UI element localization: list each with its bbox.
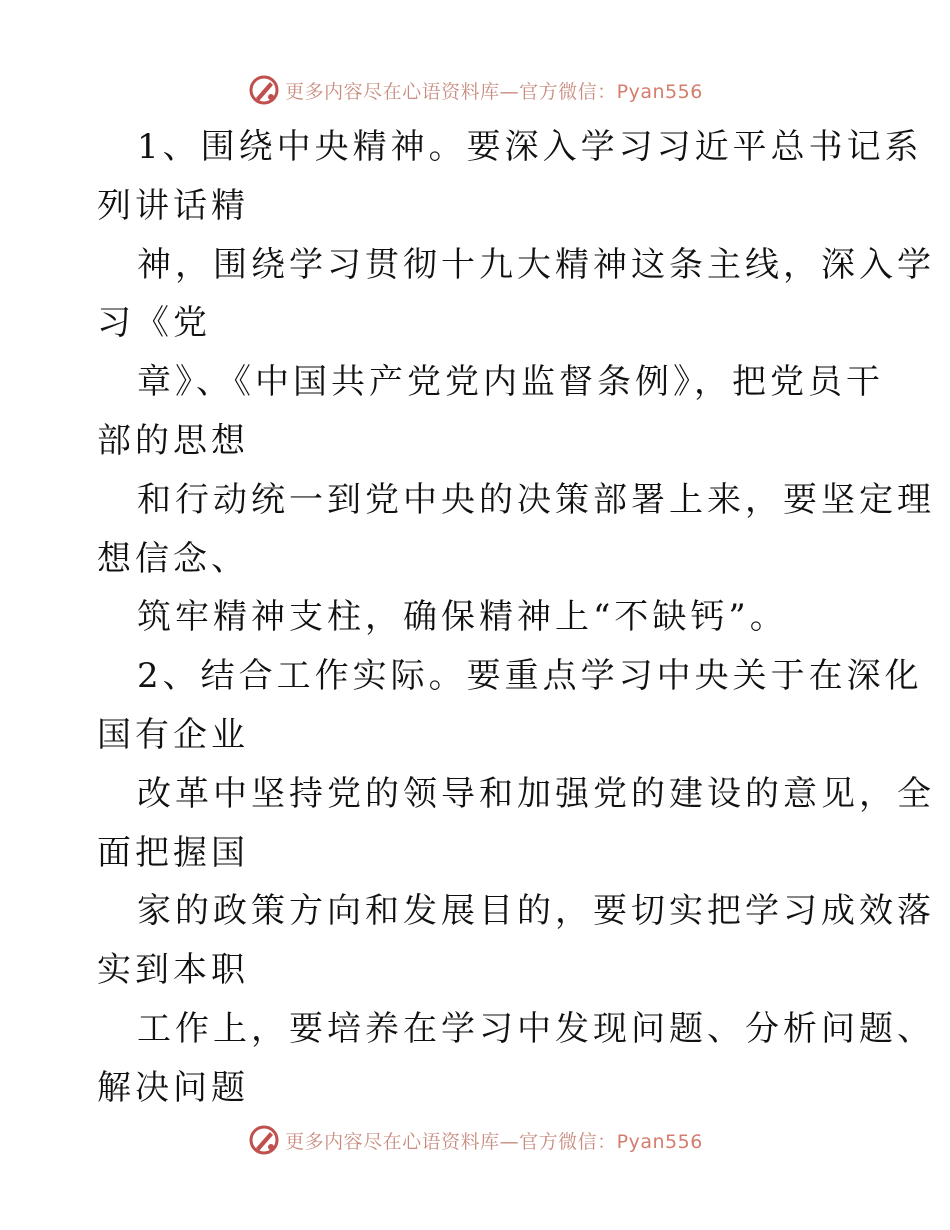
text-line: 列讲话精 [97, 185, 249, 226]
text-line: 章》、《中国共产党党内监督条例》，把党员干 [137, 362, 884, 403]
text-line: 工作上，要培养在学习中发现问题、分析问题、 [137, 1008, 935, 1049]
text-line: 习《党 [97, 303, 211, 344]
footer-watermark [0, 1120, 950, 1160]
text-line: 实到本职 [97, 950, 249, 991]
document-body [97, 118, 935, 1118]
text-line: 家的政策方向和发展目的，要切实把学习成效落 [137, 891, 935, 932]
text-line: 部的思想 [97, 420, 249, 461]
text-line: 面把握国 [97, 832, 249, 873]
text-line: 解决问题 [97, 1067, 249, 1108]
header-watermark [0, 70, 950, 110]
pen-logo-icon [247, 73, 281, 107]
watermark-text: 更多内容尽在心语资料库—官方微信：Pyan556 [285, 1130, 703, 1153]
watermark-text: 更多内容尽在心语资料库—官方微信：Pyan556 [285, 80, 703, 103]
text-line: 筑牢精神支柱，确保精神上“不缺钙”。 [137, 597, 788, 638]
text-line: 2、结合工作实际。要重点学习中央关于在深化 [137, 656, 923, 697]
pen-logo-icon [247, 1123, 281, 1157]
watermark-wechat-id: Pyan556 [616, 1130, 703, 1153]
text-line: 和行动统一到党中央的决策部署上来，要坚定理 [137, 479, 935, 520]
text-line: 1、围绕中央精神。要深入学习习近平总书记系 [137, 127, 923, 167]
watermark-wechat-id: Pyan556 [616, 80, 703, 103]
text-line: 国有企业 [97, 714, 249, 755]
text-line: 神，围绕学习贯彻十九大精神这条主线，深入学 [137, 244, 935, 285]
text-line: 想信念、 [97, 538, 249, 579]
text-line: 改革中坚持党的领导和加强党的建设的意见，全 [137, 773, 935, 814]
